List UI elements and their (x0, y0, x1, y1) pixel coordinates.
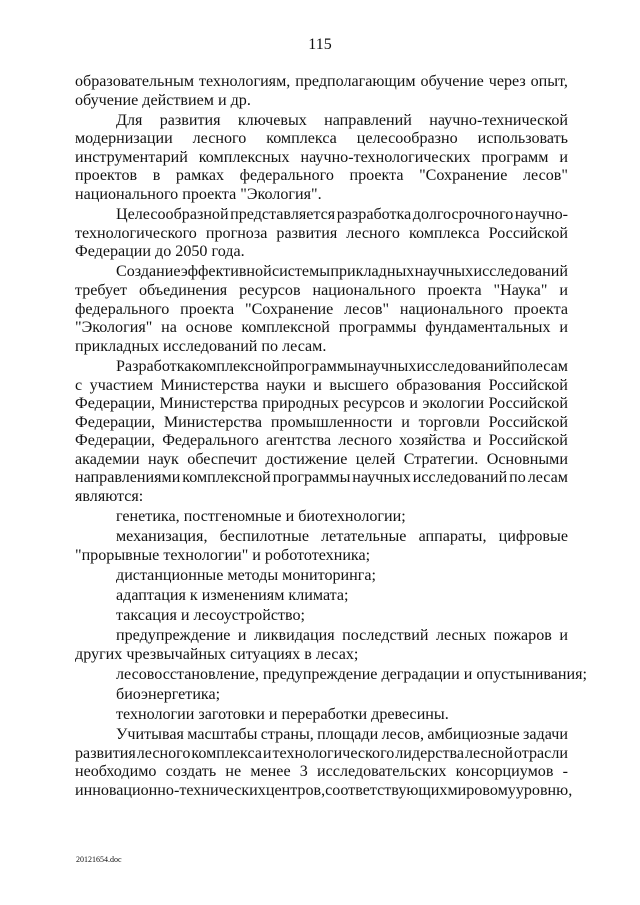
text-line (75, 377, 568, 396)
text-line (75, 567, 568, 586)
word: ликвидация (254, 627, 335, 645)
word: площади (317, 726, 379, 744)
word: торговли (418, 413, 480, 431)
word: и (262, 744, 272, 762)
word: по (509, 469, 526, 487)
word: обучение (420, 73, 484, 90)
word: и (313, 376, 322, 394)
word: беспилотные (219, 528, 309, 546)
word: проекта (180, 300, 235, 318)
word: через (488, 73, 526, 90)
text-line (75, 432, 568, 451)
word: цифровые (498, 528, 568, 546)
word: Учитывая (116, 726, 184, 744)
word: центров, (265, 781, 326, 799)
word: и (401, 413, 410, 431)
word: и (409, 395, 418, 413)
word: прикладных (330, 263, 415, 281)
word: последствий (342, 627, 429, 645)
word: необходимо (75, 763, 157, 781)
text-line (75, 726, 568, 745)
text-line (75, 646, 568, 665)
word: наук (148, 450, 179, 468)
word: пожаров (493, 627, 552, 645)
word: национального (399, 300, 504, 318)
word: ресурсов (239, 282, 301, 300)
word: программы (338, 319, 417, 337)
word: направлений (324, 111, 412, 129)
word: Российской (488, 413, 568, 431)
text-line (75, 149, 568, 168)
word: комплекса (408, 224, 480, 242)
word: инновационно-технических (75, 781, 266, 799)
word: науки (266, 376, 306, 394)
text-line (75, 395, 568, 414)
word: комплекса (266, 130, 337, 148)
word: системы (272, 263, 331, 281)
word: отрасли (513, 744, 568, 762)
word: Российской (488, 395, 568, 413)
word: других чрезвычайных ситуациях в лесах; (75, 645, 359, 663)
text-line (75, 206, 568, 225)
word: национального (312, 282, 416, 300)
word: комплексной (182, 469, 271, 487)
word: обучение действием и др. (75, 91, 251, 109)
word: создать (165, 763, 217, 781)
word: - (562, 763, 568, 781)
word: рамках (175, 167, 225, 185)
body-text (75, 73, 587, 801)
text-line (75, 547, 568, 566)
word: целесообразно (356, 130, 458, 148)
word: Разработка (116, 357, 192, 375)
text-line (75, 167, 568, 186)
word: разработка (336, 206, 412, 224)
word: 3 (299, 763, 308, 781)
word: развития (75, 744, 136, 762)
word: технологиям, (198, 73, 291, 90)
text-line (75, 130, 568, 149)
word: экологии (422, 395, 485, 413)
word: Федерации до 2050 года. (75, 243, 245, 261)
text-line (75, 301, 568, 320)
word: Министерства (160, 376, 259, 394)
text-line (75, 92, 568, 111)
word: обеспечит (187, 450, 258, 468)
word: основе (185, 319, 233, 337)
word: "прорывные технологии" и робототехника; (75, 546, 371, 564)
word: Министерства (159, 395, 258, 413)
text-line (75, 488, 568, 507)
word: уровню, (515, 781, 573, 799)
word: по (511, 357, 528, 375)
word: не (225, 763, 242, 781)
word: образовательным (75, 73, 195, 90)
word: фундаментальных (425, 319, 551, 337)
word: в (152, 167, 161, 185)
word: исследовательских (317, 763, 447, 781)
word: национального проекта "Экология". (75, 186, 322, 204)
word: лесов" (344, 300, 390, 318)
word: агентства (265, 432, 332, 450)
word: Для (116, 111, 143, 129)
text-line (75, 781, 573, 801)
word: лесовосстановление, предупреждение деградации и опустынивания; (116, 665, 587, 683)
word: амбициозные (427, 726, 520, 744)
word: адаптация к изменениям климата; (116, 587, 349, 605)
text-line (75, 706, 568, 725)
word: лесной (464, 744, 513, 762)
word: комплексной (191, 357, 281, 375)
text-line (75, 469, 568, 488)
word: страны, (260, 726, 314, 744)
word: промышленности (270, 413, 393, 431)
word: исследований (473, 263, 568, 281)
word: инструментарий (75, 148, 188, 166)
word: и (237, 627, 247, 645)
text-line (75, 112, 568, 131)
word: научно-технической (429, 111, 568, 129)
word: лидерства (395, 744, 465, 762)
word: научных (357, 357, 417, 375)
text-line (75, 319, 568, 338)
word: Основными (486, 450, 568, 468)
word: таксация и лесоустройство; (116, 607, 306, 625)
text-line (75, 282, 568, 301)
word: проектов (75, 167, 138, 185)
word: "Сохранение (419, 167, 508, 185)
word: масштабы (187, 726, 258, 744)
word: исследований (412, 469, 508, 487)
text-line (75, 451, 568, 470)
word: Российской (488, 224, 568, 242)
text-line (75, 73, 568, 92)
word: дистанционные методы мониторинга; (116, 566, 376, 584)
text-line (75, 508, 568, 527)
word: лесам (527, 469, 568, 487)
word: научных (414, 263, 474, 281)
word: программы (280, 357, 358, 375)
word: развития (276, 224, 338, 242)
word: Целесообразной (116, 206, 229, 224)
word: лесного (346, 224, 400, 242)
word: комплексной (241, 319, 330, 337)
text-line (75, 338, 568, 357)
word: лесам (527, 357, 568, 375)
word: Федерального (162, 432, 259, 450)
word: участием (89, 376, 154, 394)
word: прикладных исследований по лесам. (75, 337, 327, 355)
word: аппараты, (418, 528, 487, 546)
word: лесов, (381, 726, 424, 744)
word: научно-технологических (300, 148, 471, 166)
text-line (75, 607, 568, 626)
word: программы (272, 469, 351, 487)
word: академии (75, 450, 140, 468)
word: и (559, 148, 568, 166)
text-line (75, 225, 568, 244)
word: лесов" (523, 167, 568, 185)
word: Федерации, (75, 395, 156, 413)
word: Российской (488, 432, 568, 450)
word: технологического (75, 224, 197, 242)
word: требует (75, 282, 128, 300)
word: использовать (477, 130, 568, 148)
word: являются: (75, 488, 144, 506)
word: лесного (338, 432, 392, 450)
word: Российской (488, 376, 568, 394)
word: высшего (329, 376, 389, 394)
text-line (75, 686, 568, 705)
word: федерального (75, 300, 170, 318)
footer-file-code: 20121654.doc (76, 855, 122, 864)
text-line (75, 627, 568, 646)
word: проекта (349, 167, 404, 185)
word: опыт, (530, 73, 568, 90)
word: биоэнергетика; (116, 686, 221, 703)
word: на (161, 319, 177, 337)
word: и (559, 282, 568, 300)
word: ключевых (237, 111, 307, 129)
word: консорциумов (455, 763, 554, 781)
word: лесного (192, 130, 247, 148)
word: и (472, 432, 482, 450)
word: комплекса (191, 744, 262, 762)
word: научных (352, 469, 411, 487)
text-line (75, 665, 587, 685)
word: природных (262, 395, 339, 413)
word: лесного (136, 744, 191, 762)
word: хозяйства (399, 432, 466, 450)
word: научно- (514, 206, 568, 224)
word: федерального (239, 167, 334, 185)
word: лесных (435, 627, 487, 645)
word: технологии заготовки и переработки древесины. (116, 706, 449, 724)
word: "Экология" (75, 319, 153, 337)
word: развития (159, 111, 221, 129)
word: предупреждение (116, 627, 231, 645)
word: задачи (523, 726, 568, 744)
word: технологического (272, 744, 395, 762)
word: модернизации (75, 130, 173, 148)
word: проекта (427, 282, 482, 300)
word: программ (481, 148, 549, 166)
word: Министерства (163, 413, 263, 431)
text-line (75, 528, 568, 547)
word: "Сохранение (245, 300, 334, 318)
word: представляется (230, 206, 336, 224)
word: направлениями (75, 469, 181, 487)
word: эффективной (180, 263, 272, 281)
text-line (75, 587, 568, 606)
text-line (75, 243, 568, 262)
word: достижение (265, 450, 348, 468)
word: механизация, (116, 528, 208, 546)
text-line (75, 414, 568, 433)
word: Стратегии. (403, 450, 479, 468)
word: проекта (513, 300, 568, 318)
text-line (75, 358, 568, 377)
word: Федерации, (75, 413, 156, 431)
word: менее (250, 763, 291, 781)
word: летательные (321, 528, 407, 546)
page-number: 115 (308, 36, 332, 53)
word: с (75, 376, 83, 394)
text-line (75, 186, 568, 205)
word: и (559, 319, 568, 337)
word: долгосрочного (412, 206, 514, 224)
word: объединения (138, 282, 228, 300)
word: целей (355, 450, 396, 468)
word: прогноза (205, 224, 268, 242)
word: генетика, постгеномные и биотехнологии; (116, 508, 406, 526)
text-line (75, 763, 568, 782)
word: исследований (416, 357, 511, 375)
word: Создание (116, 263, 181, 281)
word: предполагающим (295, 73, 416, 90)
word: "Наука" (493, 282, 548, 300)
word: мировому (447, 781, 516, 799)
word: комплексных (198, 148, 290, 166)
text-line (75, 263, 568, 282)
word: образования (396, 376, 482, 394)
word: Федерации, (75, 432, 156, 450)
text-line (75, 745, 568, 764)
word: ресурсов (343, 395, 405, 413)
word: и (559, 627, 568, 645)
word: соответствующих (325, 781, 448, 799)
